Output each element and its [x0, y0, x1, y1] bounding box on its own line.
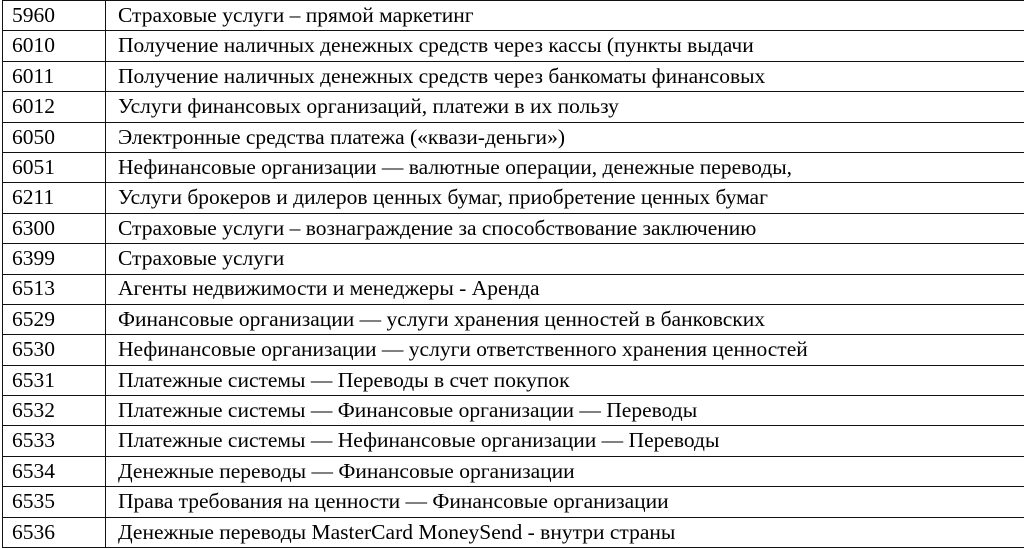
- mcc-description-cell: Финансовые организации — услуги хранения ценностей в банковских: [106, 304, 1024, 334]
- mcc-code-cell: 6012: [3, 92, 106, 122]
- table-row: [3, 426, 1024, 456]
- table-row: [3, 92, 1024, 122]
- mcc-code-cell: 6010: [3, 31, 106, 61]
- mcc-description-cell: Денежные переводы — Финансовые организации: [106, 456, 1024, 486]
- mcc-code-cell: 6300: [3, 213, 106, 243]
- mcc-code-cell: 6011: [3, 61, 106, 91]
- table-row: [3, 152, 1024, 182]
- mcc-description-cell: Получение наличных денежных средств через кассы (пункты выдачи: [106, 31, 1024, 61]
- mcc-description-cell: Платежные системы — Нефинансовые организации — Переводы: [106, 426, 1024, 456]
- table-row: [3, 487, 1024, 517]
- table-row: [3, 365, 1024, 395]
- mcc-code-cell: 6211: [3, 183, 106, 213]
- table-row: [3, 183, 1024, 213]
- mcc-code-cell: 6536: [3, 517, 106, 547]
- table-row: [3, 1, 1024, 31]
- mcc-code-cell: 6529: [3, 304, 106, 334]
- mcc-code-cell: 6513: [3, 274, 106, 304]
- mcc-code-cell: 6051: [3, 152, 106, 182]
- table-row: [3, 274, 1024, 304]
- mcc-code-cell: 6535: [3, 487, 106, 517]
- mcc-code-cell: 6533: [3, 426, 106, 456]
- table-row: [3, 31, 1024, 61]
- mcc-description-cell: Права требования на ценности — Финансовые организации: [106, 487, 1024, 517]
- mcc-code-cell: 6399: [3, 244, 106, 274]
- table-row: [3, 517, 1024, 547]
- mcc-description-cell: Платежные системы — Финансовые организации — Переводы: [106, 396, 1024, 426]
- mcc-description-cell: Агенты недвижимости и менеджеры - Аренда: [106, 274, 1024, 304]
- mcc-description-cell: Страховые услуги – вознаграждение за способствование заключению: [106, 213, 1024, 243]
- mcc-code-cell: 6531: [3, 365, 106, 395]
- mcc-description-cell: Страховые услуги: [106, 244, 1024, 274]
- mcc-description-cell: Платежные системы — Переводы в счет покупок: [106, 365, 1024, 395]
- table-row: [3, 61, 1024, 91]
- table-row: [3, 304, 1024, 334]
- mcc-description-cell: Услуги финансовых организаций, платежи в их пользу: [106, 92, 1024, 122]
- mcc-code-table: [2, 0, 1024, 548]
- mcc-description-cell: Денежные переводы MasterCard MoneySend - внутри страны: [106, 517, 1024, 547]
- mcc-code-cell: 6530: [3, 335, 106, 365]
- mcc-code-cell: 5960: [3, 1, 106, 31]
- table-row: [3, 456, 1024, 486]
- mcc-description-cell: Нефинансовые организации — услуги ответственного хранения ценностей: [106, 335, 1024, 365]
- mcc-code-cell: 6050: [3, 122, 106, 152]
- table-row: [3, 244, 1024, 274]
- table-row: [3, 335, 1024, 365]
- mcc-description-cell: Электронные средства платежа («квази-деньги»): [106, 122, 1024, 152]
- mcc-code-cell: 6532: [3, 396, 106, 426]
- table-row: [3, 122, 1024, 152]
- table-row: [3, 396, 1024, 426]
- mcc-table-body: [3, 1, 1024, 548]
- mcc-description-cell: Получение наличных денежных средств через банкоматы финансовых: [106, 61, 1024, 91]
- mcc-description-cell: Услуги брокеров и дилеров ценных бумаг, приобретение ценных бумаг: [106, 183, 1024, 213]
- table-row: [3, 213, 1024, 243]
- mcc-description-cell: Страховые услуги – прямой маркетинг: [106, 1, 1024, 31]
- mcc-description-cell: Нефинансовые организации — валютные операции, денежные переводы,: [106, 152, 1024, 182]
- mcc-code-cell: 6534: [3, 456, 106, 486]
